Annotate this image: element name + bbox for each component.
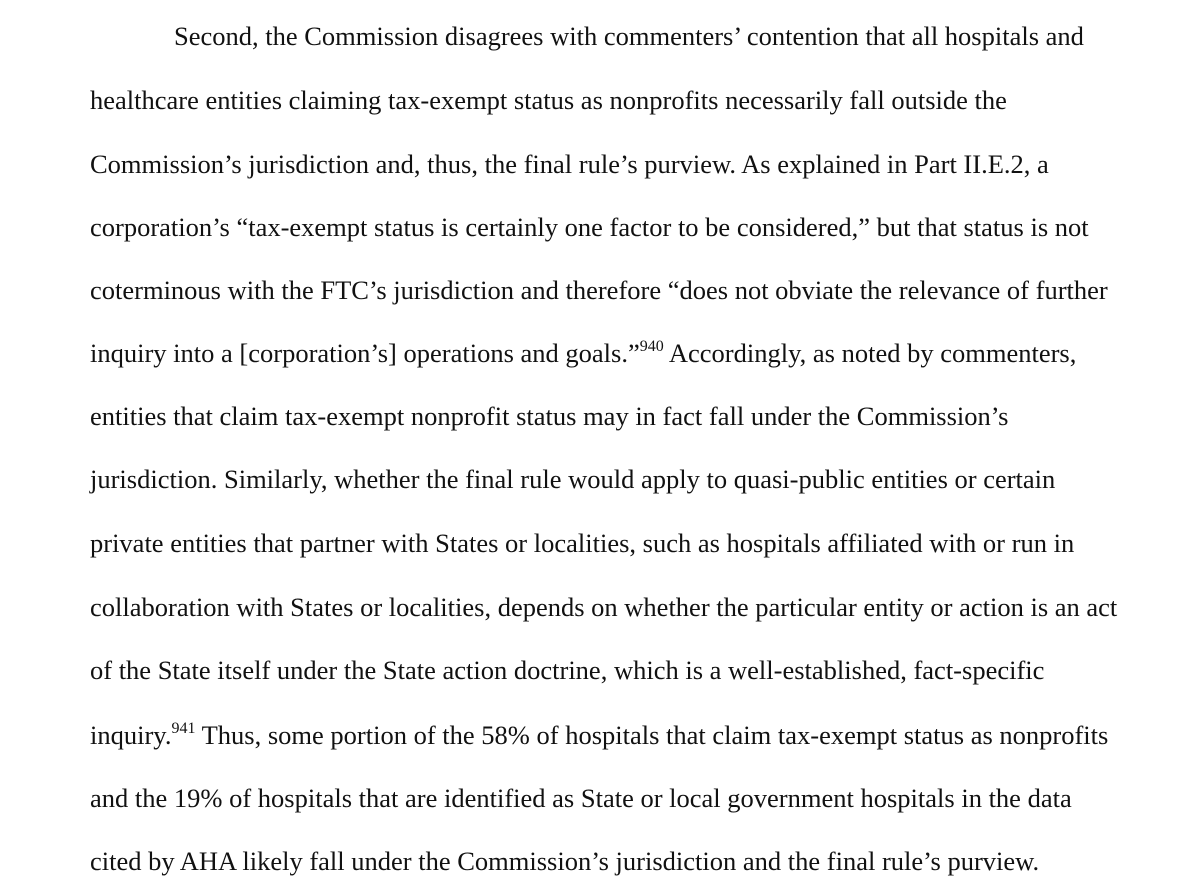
text-segment: inquiry. — [90, 720, 172, 750]
text-line-5: coterminous with the FTC’s jurisdiction and therefore “does not obviate the relevance of further — [90, 275, 1108, 305]
text-line-4: corporation’s “tax-exempt status is certainly one factor to be considered,” but that status is not — [90, 212, 1089, 242]
text-line-9: private entities that partner with States or localities, such as hospitals affiliated with or run in — [90, 528, 1075, 558]
text-line-8: jurisdiction. Similarly, whether the final rule would apply to quasi-public entities or certain — [90, 464, 1056, 494]
text-line-1: Second, the Commission disagrees with commenters’ contention that all hospitals and — [174, 21, 1084, 51]
text-segment: inquiry into a [corporation’s] operations and goals.” — [90, 338, 640, 368]
text-line-2: healthcare entities claiming tax-exempt status as nonprofits necessarily fall outside the — [90, 85, 1007, 115]
footnote-marker: 940 — [639, 338, 664, 355]
text-line-3: Commission’s jurisdiction and, thus, the final rule’s purview. As explained in Part II.E.2, a — [90, 149, 1049, 179]
text-line-7: entities that claim tax-exempt nonprofit status may in fact fall under the Commission’s — [90, 401, 1009, 431]
text-line-11: of the State itself under the State action doctrine, which is a well-established, fact-specific — [90, 655, 1045, 685]
footnote-marker: 941 — [171, 720, 196, 737]
text-line-6 — [90, 337, 1076, 369]
text-line-14: cited by AHA likely fall under the Commission’s jurisdiction and the final rule’s purview. — [90, 846, 1040, 876]
text-line-10: collaboration with States or localities, depends on whether the particular entity or action is an act — [90, 592, 1118, 622]
text-segment: Accordingly, as noted by commenters, — [663, 338, 1077, 368]
text-line-12 — [90, 719, 1108, 751]
text-segment: Thus, some portion of the 58% of hospitals that claim tax-exempt status as nonprofits — [195, 720, 1109, 750]
text-line-13: and the 19% of hospitals that are identified as State or local government hospitals in the data — [90, 783, 1072, 813]
